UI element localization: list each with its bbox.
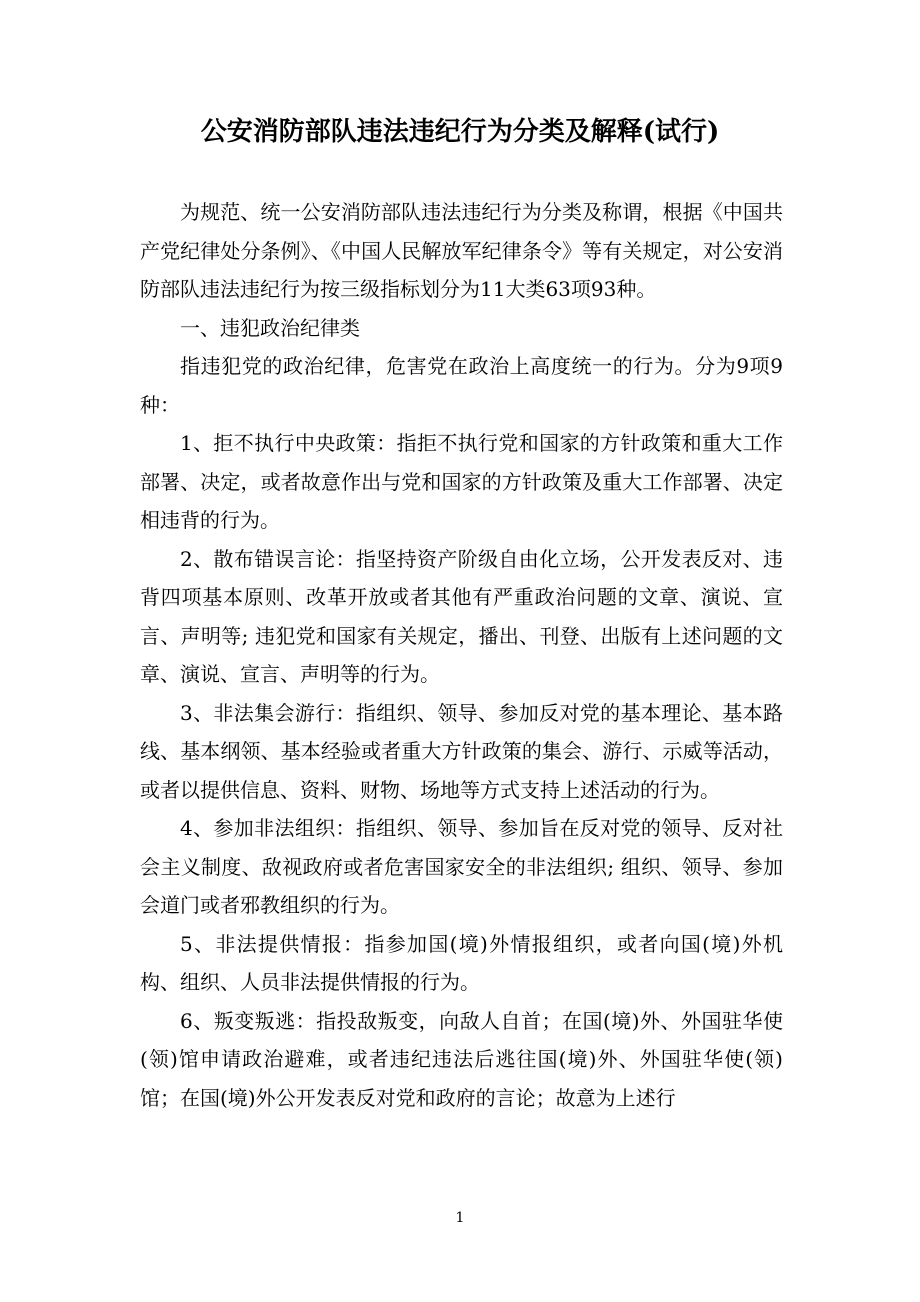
section-description: 指违犯党的政治纪律，危害党在政治上高度统一的行为。分为9项9种： [140,354,783,417]
document-body [140,193,783,1117]
item-paragraph: 6、叛变叛逃：指投敌叛变，向敌人自首；在国(境)外、外国驻华使(领)馆申请政治避难，或者违纪违法后逃往国(境)外、外国驻华使(领)馆；在国(境)外公开发表反对党和政府的言论；故意为上述行 [140,1008,783,1110]
section-heading: 一、违犯政治纪律类 [180,315,360,340]
intro-paragraph: 为规范、统一公安消防部队违法违纪行为分类及称谓，根据《中国共产党纪律处分条例》、《中国人民解放军纪律条令》等有关规定，对公安消防部队违法违纪行为按三级指标划分为11大类63项93种。 [140,200,783,301]
item-paragraph: 3、非法集会游行：指组织、领导、参加反对党的基本理论、基本路线、基本纲领、基本经验或者重大方针政策的集会、游行、示威等活动，或者以提供信息、资料、财物、场地等方式支持上述活动的行为。 [140,700,783,802]
item-paragraph: 2、散布错误言论：指坚持资产阶级自由化立场，公开发表反对、违背四项基本原则、改革开放或者其他有严重政治问题的文章、演说、宣言、声明等; 违犯党和国家有关规定，播出、刊登、出版有上述问题的文章、演说、宣言、声明等的行为。 [140,546,783,686]
document-title: 公安消防部队违法违纪行为分类及解释(试行) [200,117,720,147]
item-paragraph: 4、参加非法组织：指组织、领导、参加旨在反对党的领导、反对社会主义制度、敌视政府或者危害国家安全的非法组织; 组织、领导、参加会道门或者邪教组织的行为。 [140,816,783,917]
item-paragraph: 5、非法提供情报：指参加国(境)外情报组织，或者向国(境)外机构、组织、人员非法提供情报的行为。 [140,931,783,994]
item-paragraph: 1、拒不执行中央政策：指拒不执行党和国家的方针政策和重大工作部署、决定，或者故意作出与党和国家的方针政策及重大工作部署、决定相违背的行为。 [140,431,783,532]
page-number: 1 [455,1210,465,1226]
